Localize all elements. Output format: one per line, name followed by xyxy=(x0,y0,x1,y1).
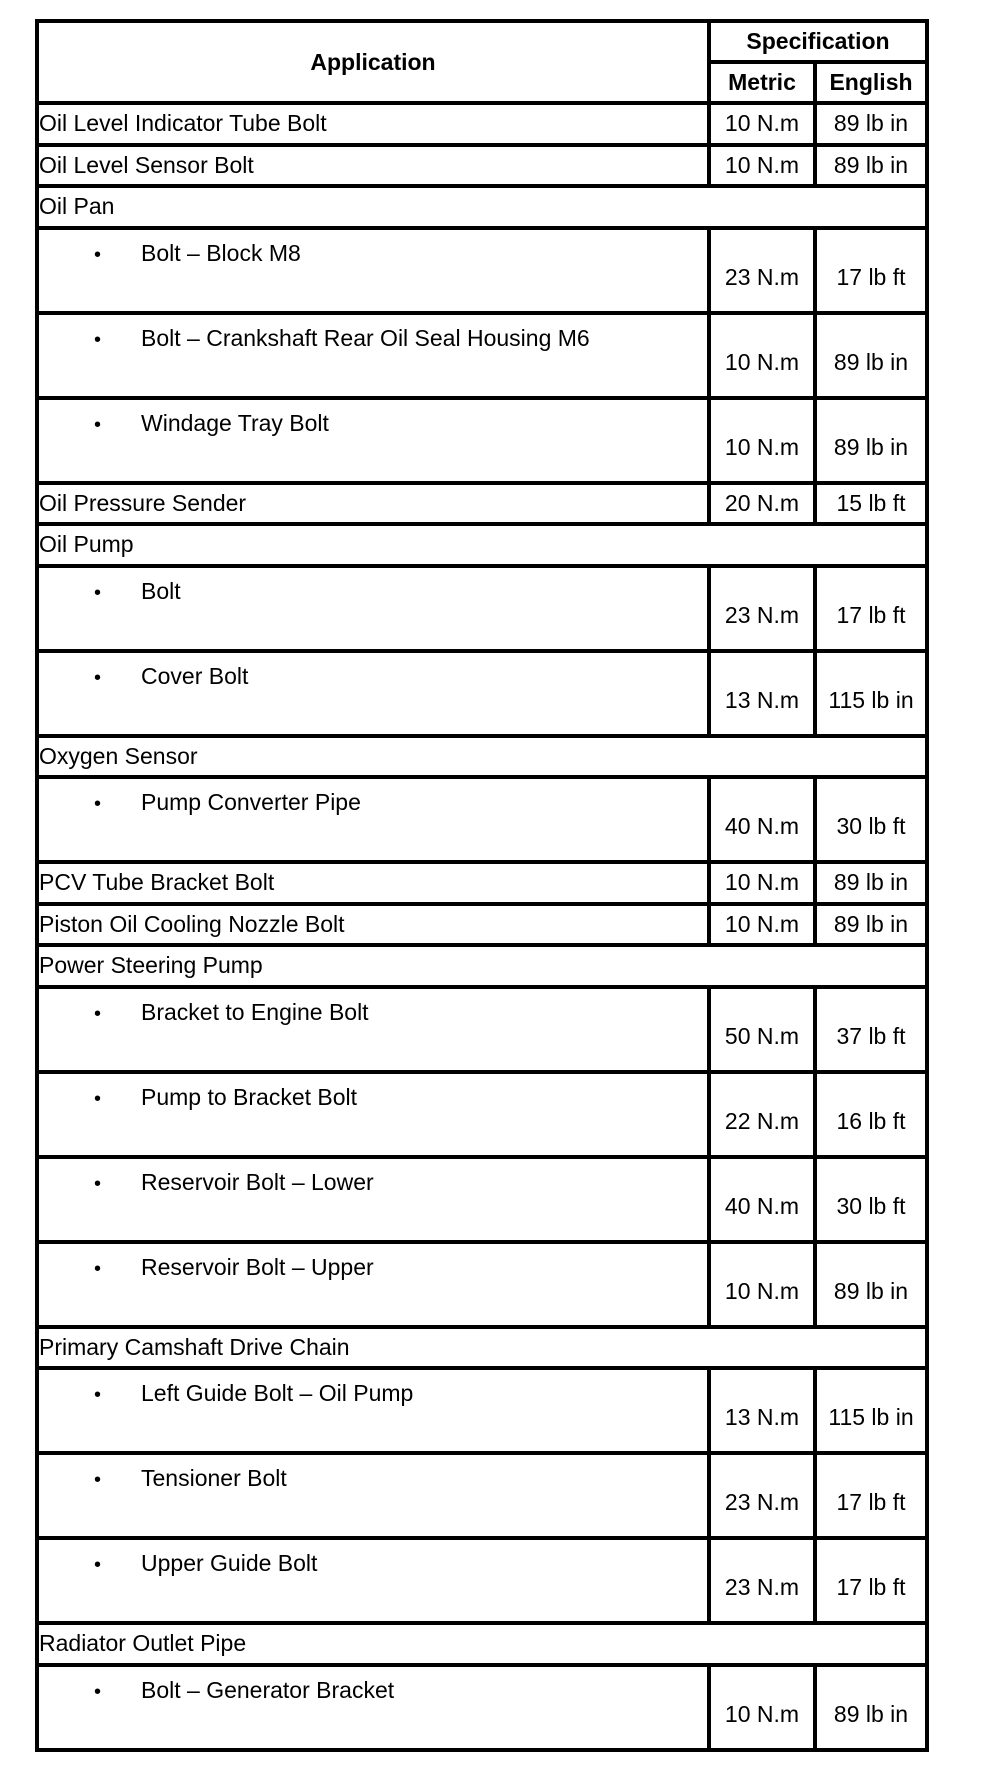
sub-item-row xyxy=(37,1453,927,1538)
english-value: 17 lb ft xyxy=(815,228,927,313)
application-cell xyxy=(37,651,709,736)
application-label: Bracket to Engine Bolt xyxy=(141,998,369,1025)
application-cell xyxy=(37,777,709,862)
bullet-icon: • xyxy=(93,1002,101,1025)
group-label: Oil Pan xyxy=(37,186,927,228)
english-value: 89 lb in xyxy=(815,1242,927,1327)
application-label: Cover Bolt xyxy=(141,662,249,689)
application-label: Upper Guide Bolt xyxy=(141,1550,318,1576)
english-value: 89 lb in xyxy=(815,862,927,904)
application-cell: PCV Tube Bracket Bolt xyxy=(37,862,709,904)
english-value: 17 lb ft xyxy=(815,1538,927,1623)
english-value: 89 lb in xyxy=(815,1665,927,1750)
group-row xyxy=(37,1623,927,1665)
application-cell xyxy=(37,1368,709,1453)
group-row xyxy=(37,1327,927,1369)
application-cell xyxy=(37,228,709,313)
application-cell: Oil Level Indicator Tube Bolt xyxy=(37,103,709,145)
english-value: 17 lb ft xyxy=(815,566,927,651)
metric-value: 10 N.m xyxy=(709,398,815,483)
sub-item-row xyxy=(37,228,927,313)
application-cell: Piston Oil Cooling Nozzle Bolt xyxy=(37,904,709,946)
english-value: 30 lb ft xyxy=(815,777,927,862)
bullet-icon: • xyxy=(93,1469,101,1491)
header-specification: Specification xyxy=(709,21,927,62)
english-value: 37 lb ft xyxy=(815,987,927,1072)
sub-item-row xyxy=(37,1538,927,1623)
application-cell xyxy=(37,1665,709,1750)
application-cell xyxy=(37,566,709,651)
application-cell xyxy=(37,1242,709,1327)
bullet-icon: • xyxy=(93,666,101,689)
metric-value: 22 N.m xyxy=(709,1072,815,1157)
bullet-icon: • xyxy=(93,1172,101,1195)
group-label: Power Steering Pump xyxy=(37,945,927,987)
application-cell xyxy=(37,987,709,1072)
table-row xyxy=(37,483,927,525)
metric-value: 23 N.m xyxy=(709,1453,815,1538)
table-row xyxy=(37,103,927,145)
application-label: Windage Tray Bolt xyxy=(141,409,329,436)
application-label: Bolt xyxy=(141,577,181,604)
application-cell xyxy=(37,1157,709,1242)
group-label: Radiator Outlet Pipe xyxy=(37,1623,927,1665)
bullet-icon: • xyxy=(93,581,101,604)
table-row xyxy=(37,145,927,187)
metric-value: 10 N.m xyxy=(709,1242,815,1327)
english-value: 17 lb ft xyxy=(815,1453,927,1538)
torque-spec-table xyxy=(35,19,929,1752)
english-value: 89 lb in xyxy=(815,398,927,483)
group-label: Oxygen Sensor xyxy=(37,736,927,778)
header-application: Application xyxy=(37,21,709,103)
application-label: Reservoir Bolt – Lower xyxy=(141,1168,374,1195)
application-label: Bolt – Block M8 xyxy=(141,239,301,266)
application-label: Bolt – Crankshaft Rear Oil Seal Housing M6 xyxy=(141,324,590,351)
group-label: Oil Pump xyxy=(37,524,927,566)
bullet-icon: • xyxy=(93,1680,101,1703)
table-header xyxy=(37,21,927,103)
table-body xyxy=(37,103,927,1750)
application-cell xyxy=(37,1538,709,1623)
bullet-icon: • xyxy=(93,1384,101,1406)
english-value: 89 lb in xyxy=(815,145,927,187)
metric-value: 10 N.m xyxy=(709,1665,815,1750)
sub-item-row xyxy=(37,398,927,483)
metric-value: 10 N.m xyxy=(709,862,815,904)
metric-value: 40 N.m xyxy=(709,1157,815,1242)
metric-value: 10 N.m xyxy=(709,103,815,145)
metric-value: 13 N.m xyxy=(709,1368,815,1453)
table-row xyxy=(37,904,927,946)
bullet-icon: • xyxy=(93,413,101,436)
bullet-icon: • xyxy=(93,243,101,266)
sub-item-row xyxy=(37,1368,927,1453)
sub-item-row xyxy=(37,1072,927,1157)
group-row xyxy=(37,524,927,566)
bullet-icon: • xyxy=(93,1554,101,1576)
metric-value: 10 N.m xyxy=(709,313,815,398)
group-row xyxy=(37,186,927,228)
application-cell xyxy=(37,1072,709,1157)
metric-value: 23 N.m xyxy=(709,228,815,313)
metric-value: 13 N.m xyxy=(709,651,815,736)
bullet-icon: • xyxy=(93,793,101,815)
bullet-icon: • xyxy=(93,1257,101,1280)
bullet-icon: • xyxy=(93,1087,101,1110)
english-value: 115 lb in xyxy=(815,651,927,736)
sub-item-row xyxy=(37,777,927,862)
header-english: English xyxy=(815,62,927,103)
group-label: Primary Camshaft Drive Chain xyxy=(37,1327,927,1369)
english-value: 30 lb ft xyxy=(815,1157,927,1242)
table-row xyxy=(37,862,927,904)
english-value: 16 lb ft xyxy=(815,1072,927,1157)
english-value: 115 lb in xyxy=(815,1368,927,1453)
application-cell xyxy=(37,1453,709,1538)
sub-item-row xyxy=(37,1157,927,1242)
sub-item-row xyxy=(37,1242,927,1327)
sub-item-row xyxy=(37,1665,927,1750)
metric-value: 23 N.m xyxy=(709,566,815,651)
sub-item-row xyxy=(37,566,927,651)
application-cell xyxy=(37,398,709,483)
metric-value: 40 N.m xyxy=(709,777,815,862)
sub-item-row xyxy=(37,987,927,1072)
english-value: 89 lb in xyxy=(815,313,927,398)
metric-value: 20 N.m xyxy=(709,483,815,525)
application-label: Left Guide Bolt – Oil Pump xyxy=(141,1380,414,1406)
sub-item-row xyxy=(37,651,927,736)
metric-value: 10 N.m xyxy=(709,145,815,187)
metric-value: 50 N.m xyxy=(709,987,815,1072)
application-cell: Oil Pressure Sender xyxy=(37,483,709,525)
application-label: Pump to Bracket Bolt xyxy=(141,1083,358,1110)
group-row xyxy=(37,945,927,987)
sub-item-row xyxy=(37,313,927,398)
application-cell: Oil Level Sensor Bolt xyxy=(37,145,709,187)
english-value: 89 lb in xyxy=(815,103,927,145)
english-value: 15 lb ft xyxy=(815,483,927,525)
header-metric: Metric xyxy=(709,62,815,103)
group-row xyxy=(37,736,927,778)
application-label: Pump Converter Pipe xyxy=(141,789,361,815)
application-label: Bolt – Generator Bracket xyxy=(141,1676,395,1703)
application-cell xyxy=(37,313,709,398)
bullet-icon: • xyxy=(93,328,101,351)
metric-value: 23 N.m xyxy=(709,1538,815,1623)
application-label: Tensioner Bolt xyxy=(141,1465,287,1491)
english-value: 89 lb in xyxy=(815,904,927,946)
metric-value: 10 N.m xyxy=(709,904,815,946)
application-label: Reservoir Bolt – Upper xyxy=(141,1253,374,1280)
